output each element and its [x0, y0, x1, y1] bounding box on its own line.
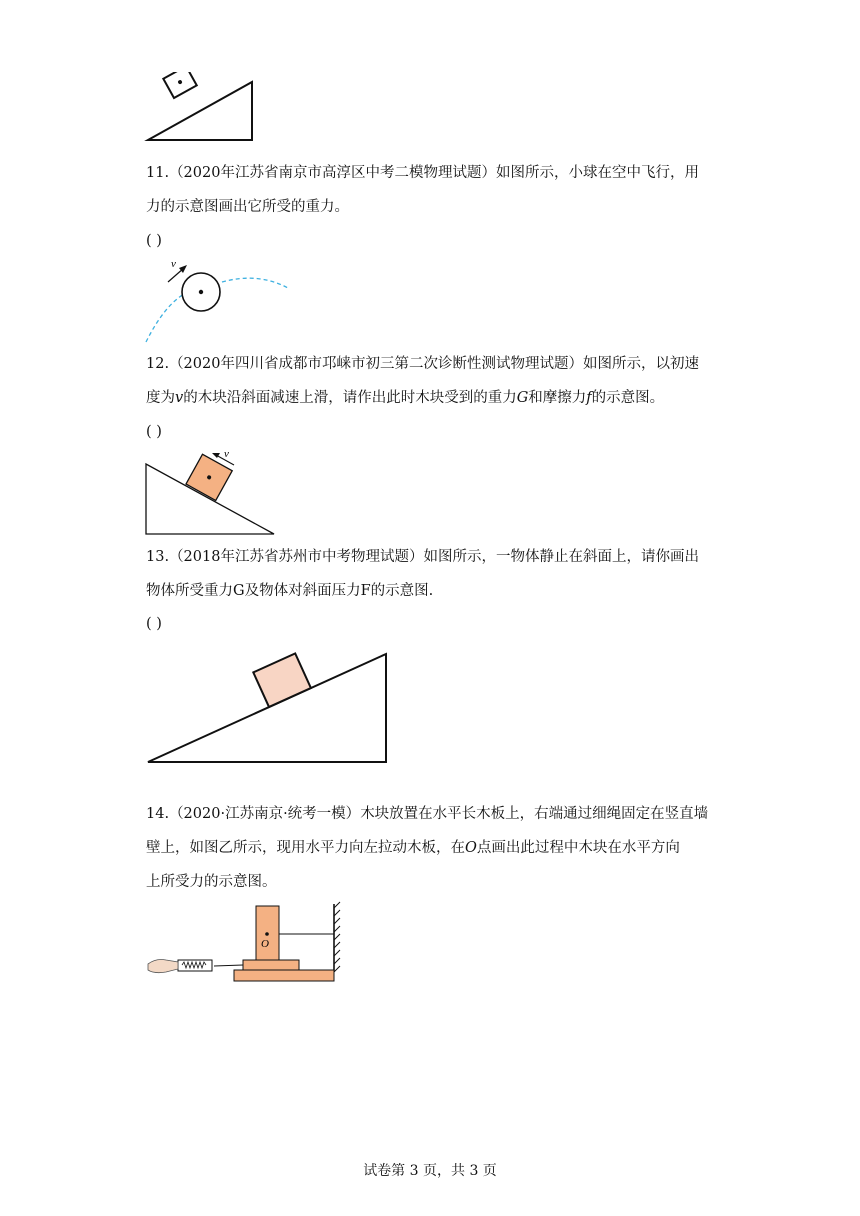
q14-source: （2020·江苏南京·统考一模）: [169, 806, 361, 822]
q11-answer-paren: ( ): [146, 233, 162, 249]
q11-number: 11.: [146, 165, 170, 181]
q12-symbol-f: f: [586, 390, 592, 406]
q12-text-2a: 度为: [146, 390, 175, 406]
question-14: [146, 797, 726, 899]
q13-source: （2018年江苏省苏州市中考物理试题）: [169, 549, 424, 565]
q11-source: （2020年江苏省南京市高淳区中考二模物理试题）: [169, 165, 496, 181]
ball-velocity-label: v: [171, 258, 176, 270]
q14-number: 14.: [146, 806, 170, 822]
block-velocity-label: v: [224, 448, 229, 460]
q12-symbol-g: G: [516, 390, 529, 406]
q13-answer-paren: ( ): [146, 616, 162, 632]
figure-static-block: [140, 646, 396, 768]
question-13: [146, 540, 726, 608]
q14-text-2b: 点画出此过程中木块在水平方向: [476, 840, 680, 856]
q12-text-1: 如图所示，以初速: [582, 356, 699, 372]
figure-sliding-block: [140, 444, 286, 540]
q12-number: 12.: [146, 356, 170, 372]
figure-board-wall: [140, 898, 356, 988]
q14-symbol-o: O: [465, 840, 477, 856]
q14-text-2a: 壁上，如图乙所示，现用水平力向左拉动木板，在: [146, 840, 465, 856]
q13-number: 13.: [146, 549, 170, 565]
q14-text-1: 木块放置在水平长木板上，右端通过细绳固定在竖直墙: [360, 806, 709, 822]
figure-incline-top: [140, 72, 270, 148]
question-11: [146, 156, 726, 224]
q12-answer-paren: ( ): [146, 424, 162, 440]
q12-source: （2020年四川省成都市邛崃市初三第二次诊断性测试物理试题）: [169, 356, 583, 372]
q14-text-3: 上所受力的示意图。: [146, 874, 277, 890]
q11-text-1: 如图所示，小球在空中飞行，用: [495, 165, 699, 181]
q13-text-1: 如图所示，一物体静止在斜面上，请你画出: [423, 549, 699, 565]
q12-text-2c: 和摩擦力: [528, 390, 587, 406]
q12-text-2d: 的示意图。: [591, 390, 665, 406]
q13-text-2: 物体所受重力G及物体对斜面压力F的示意图.: [146, 583, 434, 599]
q12-text-2b: 的木块沿斜面减速上滑，请作出此时木块受到的重力: [183, 390, 517, 406]
q12-symbol-v: v: [175, 390, 184, 406]
question-12: [146, 347, 726, 415]
figure-ball-trajectory: [140, 254, 300, 346]
q11-text-2: 力的示意图画出它所受的重力。: [146, 199, 349, 215]
page-footer: 试卷第 3 页，共 3 页: [363, 1163, 497, 1179]
point-o-label: O: [261, 938, 269, 950]
